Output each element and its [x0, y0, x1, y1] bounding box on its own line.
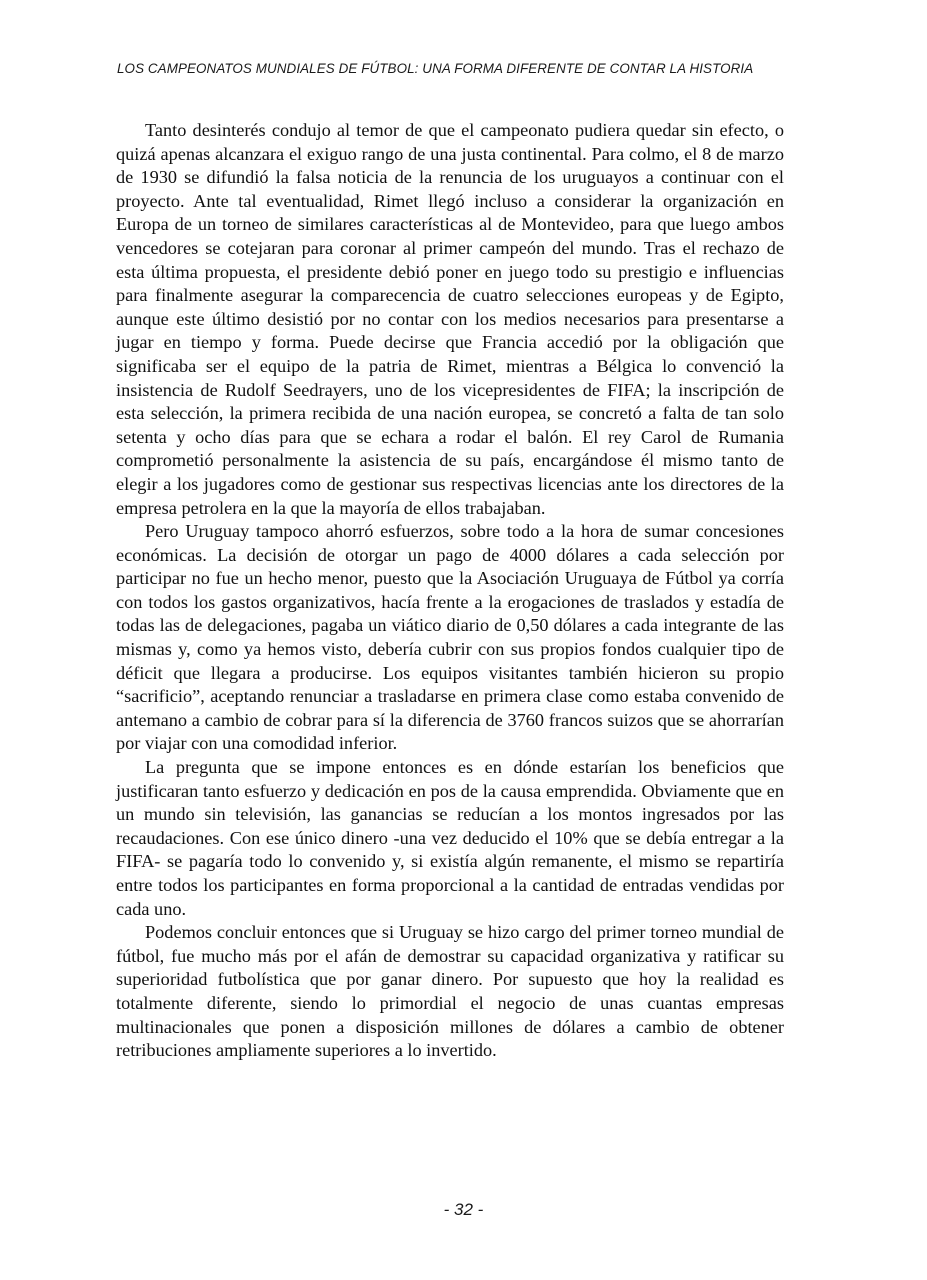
body-text	[116, 119, 784, 1063]
paragraph: Podemos concluir entonces que si Uruguay se hizo cargo del primer torneo mundial de fútbol, fue mucho más por el afán de demostrar su capacidad organizativa y ratificar su superioridad futbolística que por ganar dinero. Por supuesto que hoy la realidad es totalmente diferente, siendo lo primordial el negocio de unas cuantas empresas multinacionales que ponen a disposición millones de dólares a cambio de obtener retribuciones ampliamente superiores a lo invertido.	[116, 922, 784, 1061]
page-number: - 32 -	[443, 1200, 484, 1219]
paragraph: Pero Uruguay tampoco ahorró esfuerzos, sobre todo a la hora de sumar concesiones económicas. La decisión de otorgar un pago de 4000 dólares a cada selección por participar no fue un hecho menor, puesto que la Asociación Uruguaya de Fútbol ya corría con todos los gastos organizativos, hacía frente a la erogaciones de traslados y estadía de todas las de delegaciones, pagaba un viático diario de 0,50 dólares a cada integrante de las mismas y, como ya hemos visto, debería cubrir con sus propios fondos cualquier tipo de déficit que llegara a producirse. Los equipos visitantes también hicieron su propio “sacrificio”, aceptando renunciar a trasladarse en primera clase como estaba convenido de antemano a cambio de cobrar para sí la diferencia de 3760 francos suizos que se ahorrarían por viajar con una comodidad inferior.	[116, 521, 784, 754]
running-header: LOS CAMPEONATOS MUNDIALES DE FÚTBOL: UNA FORMA DIFERENTE DE CONTAR LA HISTORIA	[117, 61, 754, 76]
paragraph: La pregunta que se impone entonces es en dónde estarían los beneficios que justificaran tanto esfuerzo y dedicación en pos de la causa emprendida. Obviamente que en un mundo sin televisión, las ganancias se reducían a los montos ingresados por las recaudaciones. Con ese único dinero -una vez deducido el 10% que se debía entregar a la FIFA- se pagaría todo lo convenido y, si existía algún remanente, el mismo se repartiría entre todos los participantes en forma proporcional a la cantidad de entradas vendidas por cada uno.	[116, 757, 784, 919]
paragraph: Tanto desinterés condujo al temor de que el campeonato pudiera quedar sin efecto, o quizá apenas alcanzara el exiguo rango de una justa continental. Para colmo, el 8 de marzo de 1930 se difundió la falsa noticia de la renuncia de los uruguayos a continuar con el proyecto. Ante tal eventualidad, Rimet llegó incluso a considerar la organización en Europa de un torneo de similares características al de Montevideo, para que luego ambos vencedores se cotejaran para coronar al primer campeón del mundo. Tras el rechazo de esta última propuesta, el presidente debió poner en juego todo su prestigio e influencias para finalmente asegurar la comparecencia de cuatro selecciones europeas y de Egipto, aunque este último desistió por no contar con los medios necesarios para presentarse a jugar en tiempo y forma. Puede decirse que Francia accedió por la obligación que significaba ser el equipo de la patria de Rimet, mientras a Bélgica lo convenció la insistencia de Rudolf Seedrayers, uno de los vicepresidentes de FIFA; la inscripción de esta selección, la primera recibida de una nación europea, se concretó a falta de tan solo setenta y ocho días para que se echara a rodar el balón. El rey Carol de Rumania comprometió personalmente la asistencia de su país, encargándose él mismo tanto de elegir a los jugadores como de gestionar sus respectivas licencias ante los directores de la empresa petrolera en la que la mayoría de ellos trabajaban.	[116, 120, 784, 518]
